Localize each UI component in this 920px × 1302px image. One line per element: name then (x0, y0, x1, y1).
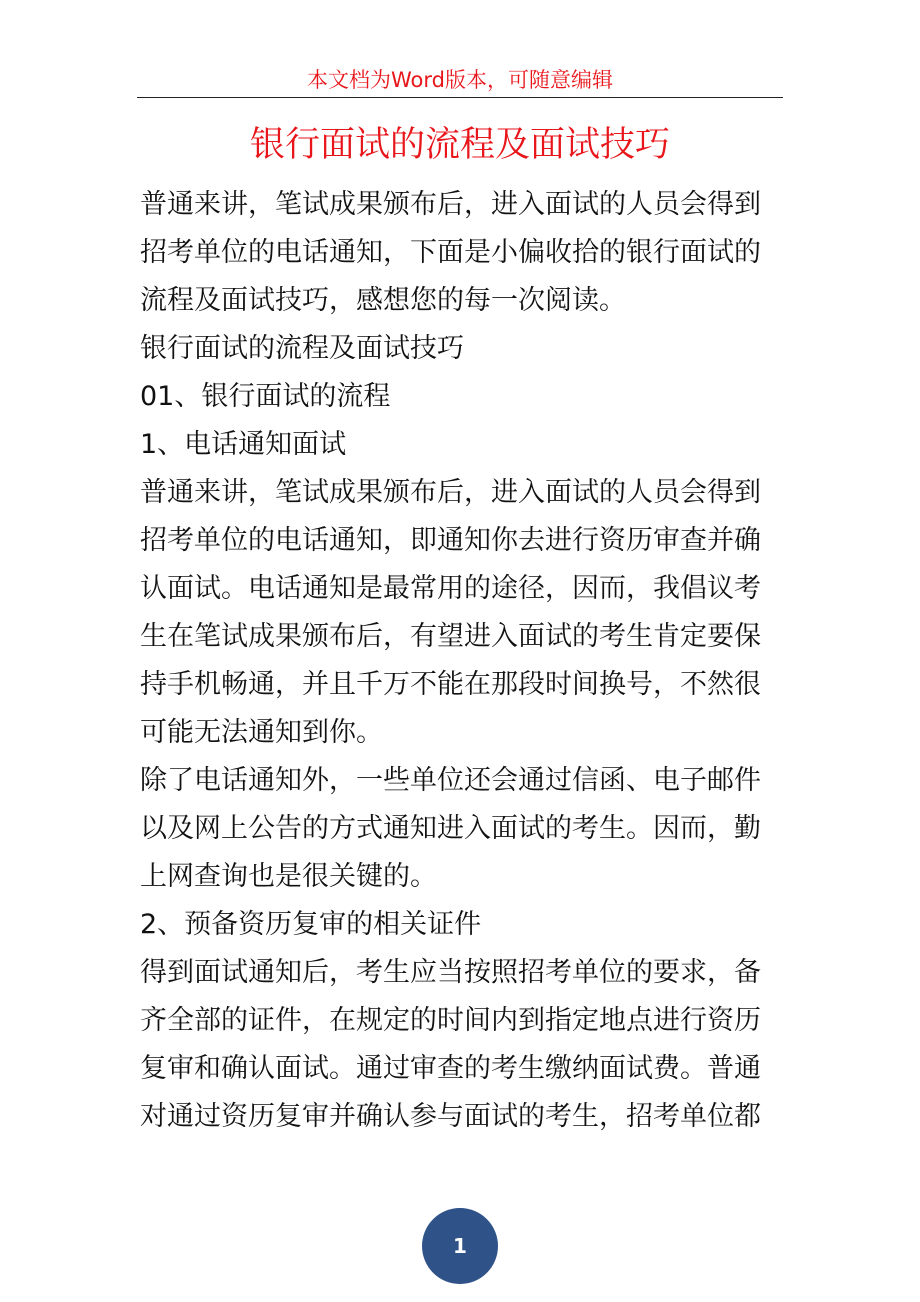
body-line: 得到面试通知后，考生应当按照招考单位的要求，备 (140, 957, 761, 988)
body-line: 以及网上公告的方式通知进入面试的考生。因而，勤 (140, 813, 761, 844)
subsection-heading: 1、电话通知面试 (140, 429, 347, 460)
body-line: 对通过资历复审并确认参与面试的考生，招考单位都 (140, 1101, 761, 1132)
body-line: 招考单位的电话通知，即通知你去进行资历审查并确 (140, 525, 761, 556)
body-line: 招考单位的电话通知，下面是小偏收拾的银行面试的 (140, 237, 761, 268)
body-line: 生在笔试成果颁布后，有望进入面试的考生肯定要保 (140, 621, 761, 652)
body-line: 认面试。电话通知是最常用的途径，因而，我倡议考 (140, 573, 761, 604)
body-line: 普通来讲，笔试成果颁布后，进入面试的人员会得到 (140, 189, 761, 220)
body-line: 齐全部的证件，在规定的时间内到指定地点进行资历 (140, 1005, 761, 1036)
page-header: 本文档为Word版本，可随意编辑 (307, 68, 613, 92)
header-divider (137, 97, 783, 98)
body-line: 持手机畅通，并且千万不能在那段时间换号，不然很 (140, 669, 761, 700)
body-line: 银行面试的流程及面试技巧 (140, 333, 464, 364)
subsection-heading: 2、预备资历复审的相关证件 (140, 909, 482, 940)
body-line: 上网查询也是很关键的。 (140, 861, 437, 892)
document-title: 银行面试的流程及面试技巧 (249, 125, 670, 165)
page-number-badge: 1 (422, 1208, 498, 1284)
body-line: 流程及面试技巧，感想您的每一次阅读。 (140, 285, 626, 316)
body-line: 可能无法通知到你。 (140, 717, 383, 748)
body-line: 复审和确认面试。通过审查的考生缴纳面试费。普通 (140, 1053, 761, 1084)
body-line: 除了电话通知外，一些单位还会通过信函、电子邮件 (140, 765, 761, 796)
section-heading: 01、银行面试的流程 (140, 381, 391, 412)
body-line: 普通来讲，笔试成果颁布后，进入面试的人员会得到 (140, 477, 761, 508)
